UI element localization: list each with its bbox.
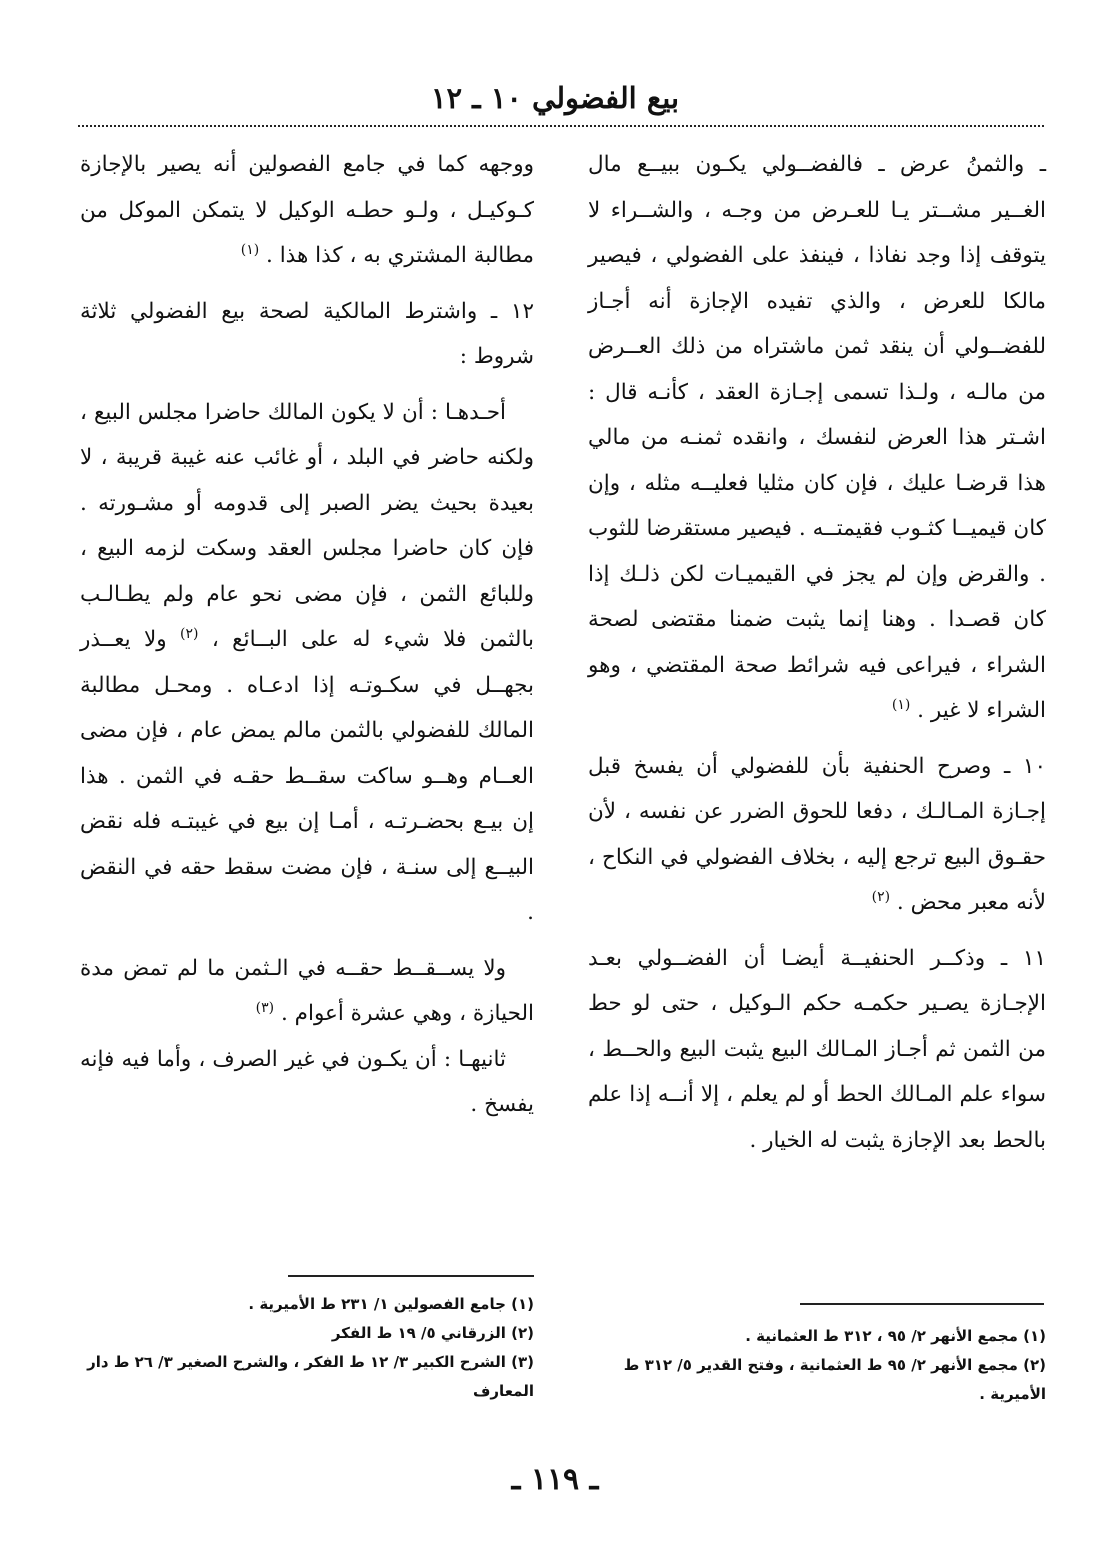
footnote-ref: (١) — [891, 696, 911, 713]
paragraph-section-12 — [80, 289, 534, 380]
paragraph-condition-1 — [80, 390, 534, 936]
paragraph-text: ١١ ـ وذكــر الحنفيــة أيضـا أن الفضــولي بعـد الإجـازة يصـير حكمـه حكم الـوكيل ، حتى لو حط من الثمن ثم أجـاز المـالك البيع يثبت البيع والحــط ، سواء علم المـالك الحط أو لم يعلم ، إلا أنــه إذا علم بالحط بعد الإجازة يثبت له الخيار . — [588, 945, 1046, 1153]
paragraph-continuation — [80, 142, 534, 279]
footnotes-left — [80, 1290, 534, 1406]
footnote-ref: (١) — [240, 241, 260, 258]
footnote-ref: (٢) — [180, 625, 199, 642]
right-text-column — [588, 142, 1046, 1163]
paragraph-text: أحـدهـا : أن لا يكون المالك حاضرا مجلس البيع ، ولكنه حاضر في البلد ، أو غائب عنه غيبة قريبة ، لا بعيدة بحيث يضر الصبر إلى قدومه أو مشـورته . فإن كان حاضرا مجلس العقد وسكت لزمه البيع ، وللبائع الثمن ، فإن مضى نحو عام ولم يطـالـب بالثمن فلا شيء له على البــائع ، — [80, 399, 535, 652]
paragraph-text: ووجهه كما في جامع الفصولين أنه يصير بالإجازة كـوكيـل ، ولـو حطـه الوكيل لا يتمكن الموكل من مطالبة المشتري به ، كذا هذا . — [80, 152, 534, 268]
left-text-column — [80, 142, 534, 1128]
footnote-separator-right — [800, 1303, 1044, 1305]
footnote-item: (١) جامع الفصولين ١/ ٢٣١ ط الأميرية . — [248, 1295, 534, 1313]
paragraph-hiyaza — [80, 946, 534, 1037]
page-number: ـ ١١٩ ـ — [511, 1462, 599, 1497]
footnotes-right — [588, 1322, 1046, 1409]
paragraph-text-continued: ولا يعــذر بجهــل في سكـوتـه إذا ادعـاه . ومحـل مطالبة المالك للفضولي بالثمن مالم يمض عام ، فإن مضى العــام وهــو ساكت سقــط حقـه في الثمن . هذا إن بيـع بحضـرتـه ، أمـا إن بيع في غيبتـه فله نقض البيــع إلى سنـة ، فإن مضت سقط حقه في النقض . — [80, 627, 534, 925]
footnote-item: (١) مجمع الأنهر ٢/ ٩٥ ، ٣١٢ ط العثمانية . — [745, 1327, 1046, 1345]
paragraph-section-11 — [588, 936, 1046, 1164]
footnote-ref: (٣) — [255, 999, 275, 1016]
paragraph-text: ـ والثمنُ عرض ـ فالفضــولي يكـون ببيــع مال الغــير مشــتر يـا للعـرض من وجـه ، والشــراء لا يتوقف إذا وجد نفاذا ، فينفذ على الفضولي ، فيصير مالكا للعرض ، والذي تفيده الإجازة أنه أجـاز للفضــولي أن ينقد ثمن ماشتراه من ذلك العــرض من مالـه ، ولـذا تسمى إجـازة العقد ، كأنـه قال : اشـتر هذا العرض لنفسك ، وانقده ثمنـه من مالي هذا قرضـا عليك ، فإن كان مثليا فعليــه مثله ، وإن كان قيميــا كثـوب فقيمتــه . فيصير مستقرضا للثوب . والقرض وإن لم يجز في القيميـات لكن ذلـك إذا كان قصـدا . وهنا إنما يثبت ضمنا مقتضى لصحة الشراء ، فيراعى فيه شرائط صحة المقتضي ، وهو الشراء لا غير . — [588, 152, 1046, 723]
header-dotted-rule — [78, 125, 1044, 127]
footnote-ref: (٢) — [871, 888, 891, 905]
paragraph-continuation — [588, 142, 1046, 734]
paragraph-text: ١٠ ـ وصرح الحنفية بأن للفضولي أن يفسخ قبل إجـازة المـالـك ، دفعا للحوق الضرر عن نفسه ، لأن حقـوق البيع ترجع إليه ، بخلاف الفضولي في النكاح ، لأنه معبر محض . — [588, 753, 1046, 915]
footnote-separator-left — [288, 1275, 534, 1277]
footnote-item: (٢) الزرقاني ٥/ ١٩ ط الفكر — [331, 1324, 534, 1342]
paragraph-condition-2 — [80, 1037, 534, 1128]
paragraph-text: ١٢ ـ واشترط المالكية لصحة بيع الفضولي ثلاثة شروط : — [80, 298, 534, 369]
paragraph-text: ثانيهـا : أن يكـون في غير الصرف ، وأما فيه فإنه يفسخ . — [80, 1046, 534, 1117]
paragraph-text: ولا يســقــط حقــه في الـثمن ما لم تمض مدة الحيازة ، وهي عشرة أعوام . — [80, 955, 534, 1026]
footnote-item: (٣) الشرح الكبير ٣/ ١٢ ط الفكر ، والشرح الصغير ٣/ ٢٦ ط دار المعارف — [87, 1353, 534, 1400]
paragraph-section-10 — [588, 744, 1046, 926]
footnote-item: (٢) مجمع الأنهر ٢/ ٩٥ ط العثمانية ، وفتح القدير ٥/ ٣١٢ ط الأميرية . — [623, 1356, 1046, 1403]
running-header-title: بيع الفضولي ١٠ ـ ١٢ — [430, 81, 680, 115]
